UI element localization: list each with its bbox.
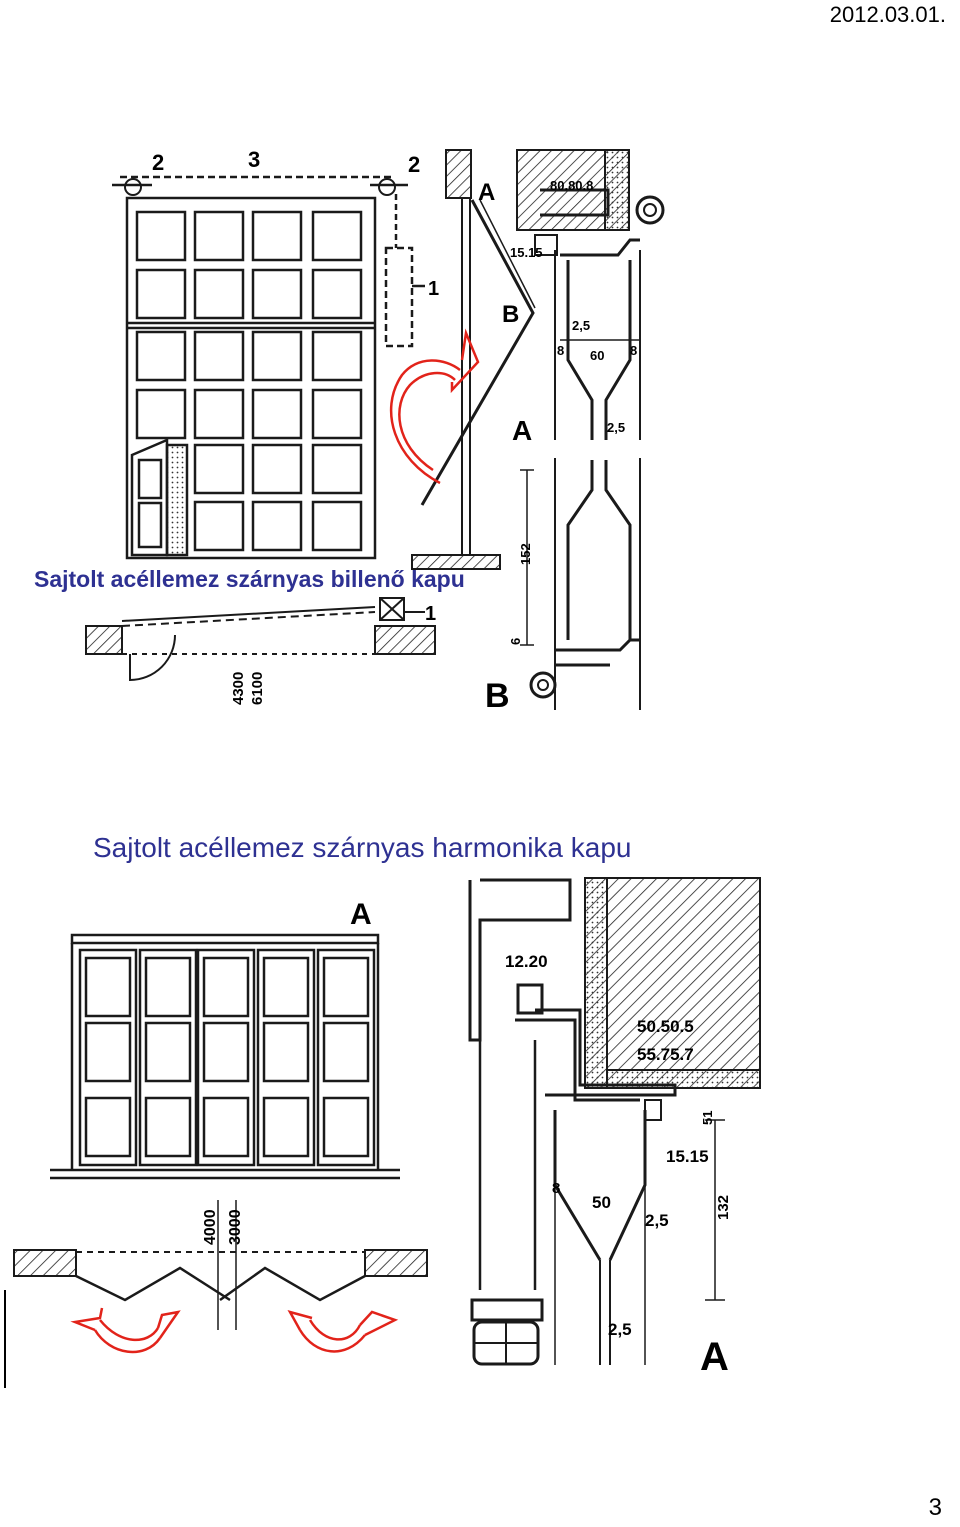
fig1-label-1a: 1 [428, 278, 440, 300]
left-edge-line [4, 1290, 6, 1388]
fig1-panel [137, 332, 185, 380]
figure-2-drawing [0, 860, 960, 1400]
figure-1-title: Sajtolt acéllemez szárnyas billenő kapu [34, 566, 465, 592]
fig2-panel [324, 1098, 368, 1156]
fig2-dim-132: 132 [715, 1194, 732, 1220]
fig1-track [112, 177, 408, 195]
fig2-dim-1220: 12.20 [505, 952, 548, 971]
fig1-panel [137, 212, 185, 260]
fig2-dim-50505: 50.50.5 [637, 1017, 694, 1036]
fig2-panel [146, 1098, 190, 1156]
fig1-tilt-arrow-icon [391, 333, 478, 483]
fig1-dim-25a: 2,5 [572, 318, 591, 333]
fig1-dim-80808: 80.80.8 [550, 178, 594, 193]
figure-1-drawing [0, 0, 960, 720]
fig2-dim-55757: 55.75.7 [637, 1045, 694, 1064]
fig2-panel-grid [80, 950, 374, 1165]
fig1-panel [253, 212, 301, 260]
fig1-dim-4300: 4300 [230, 671, 247, 705]
fig2-panel [324, 1023, 368, 1081]
fig2-dim-8: 8 [552, 1180, 561, 1197]
fig2-dim-25a: 2,5 [645, 1211, 669, 1230]
fig1-label-3: 3 [248, 147, 261, 172]
fig2-fold-arrow-right-icon [290, 1312, 395, 1351]
fig1-panel [137, 270, 185, 318]
fig1-panel [313, 502, 361, 550]
fig2-dim-3000: 3000 [227, 1209, 244, 1245]
fig2-panel [146, 958, 190, 1016]
fig2-panel [264, 1098, 308, 1156]
fig2-floor-plan [14, 1200, 427, 1330]
fig1-panel [195, 502, 243, 550]
fig1-dim-1515: 15.15 [510, 245, 543, 260]
fig1-panel [313, 390, 361, 438]
fig2-panel [264, 958, 308, 1016]
fig1-dim-25b: 2,5 [607, 420, 626, 435]
fig2-panel [204, 1098, 248, 1156]
page-number: 3 [928, 1494, 942, 1521]
fig1-dim-152: 152 [518, 543, 533, 565]
fig2-leaf [318, 950, 374, 1165]
fig2-dim-50: 50 [592, 1193, 611, 1212]
fig2-dim-1515: 15.15 [666, 1147, 709, 1166]
fig2-panel [86, 1098, 130, 1156]
fig1-label-a1: A [478, 179, 496, 206]
fig1-floor-plan [86, 598, 435, 680]
fig2-panel [146, 1023, 190, 1081]
fig2-elevation [50, 935, 400, 1178]
fig2-panel [204, 1023, 248, 1081]
fig2-panel [264, 1023, 308, 1081]
fig1-panel [253, 270, 301, 318]
fig1-panel [313, 445, 361, 493]
fig2-dim-51: 51 [700, 1110, 715, 1125]
fig1-detail [517, 150, 663, 710]
fig1-panel [253, 332, 301, 380]
fig1-panel [313, 270, 361, 318]
fig2-panel [204, 958, 248, 1016]
fig1-label-2b: 2 [408, 152, 421, 177]
fig1-label-2a: 2 [152, 150, 165, 175]
fig2-leaf [198, 950, 254, 1165]
fig1-panel [253, 390, 301, 438]
fig1-label-1b: 1 [425, 603, 437, 625]
fig1-panel [253, 502, 301, 550]
fig1-wicket-door [132, 440, 187, 555]
fig1-label-b1: B [502, 301, 520, 328]
fig2-leaf [258, 950, 314, 1165]
fig1-dim-6: 6 [508, 637, 523, 645]
figure-2-title: Sajtolt acéllemez szárnyas harmonika kapu [93, 832, 632, 863]
fig2-dim-4000: 4000 [202, 1209, 219, 1245]
fig2-panel [86, 1023, 130, 1081]
fig1-panel [195, 270, 243, 318]
fig1-panel [195, 332, 243, 380]
fig2-panel [86, 958, 130, 1016]
fig1-label-b2: B [485, 677, 510, 715]
fig2-fold-arrow-left-icon [75, 1308, 178, 1352]
fig1-dim-8a: 8 [557, 343, 565, 358]
fig1-panel [195, 212, 243, 260]
header-date: 2012.03.01. [829, 2, 946, 27]
fig1-label-a2: A [512, 415, 533, 446]
fig1-panel [195, 445, 243, 493]
fig2-panel [324, 958, 368, 1016]
fig2-dim-25b: 2,5 [608, 1320, 632, 1339]
fig1-panel [313, 332, 361, 380]
fig1-counterweight [386, 194, 425, 346]
fig2-leaf [80, 950, 136, 1165]
fig1-dim-6100: 6100 [249, 671, 266, 705]
fig1-elevation [127, 198, 375, 558]
fig1-panel [195, 390, 243, 438]
fig1-panel [137, 390, 185, 438]
fig1-panel [313, 212, 361, 260]
fig2-leaf [140, 950, 196, 1165]
fig1-dim-60: 60 [590, 348, 605, 363]
fig2-label-a2: A [700, 1335, 729, 1379]
fig1-panel [253, 445, 301, 493]
fig1-dim-8b: 8 [630, 343, 638, 358]
fig2-label-a1: A [350, 898, 372, 931]
